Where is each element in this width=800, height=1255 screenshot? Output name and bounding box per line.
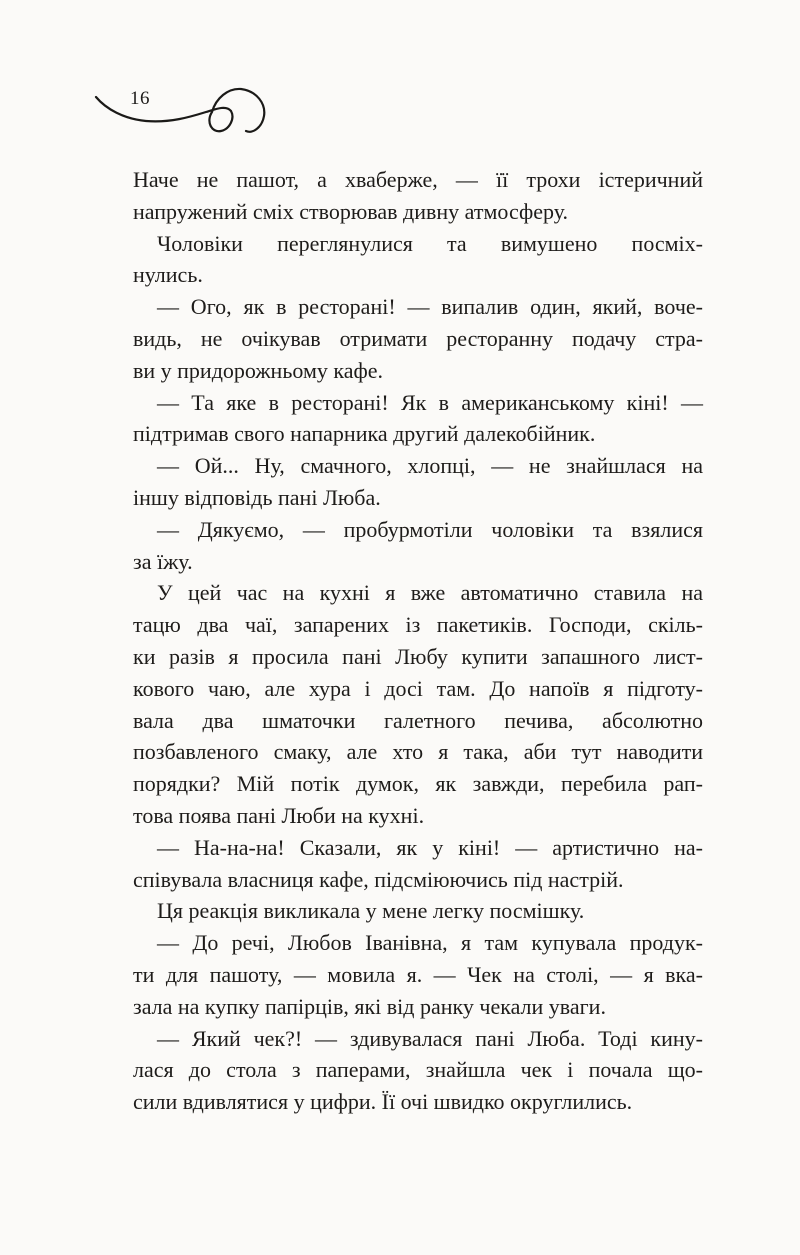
text-line: іншу відповідь пані Люба. [133, 484, 381, 510]
text-line: підтримав свого напарника другий далекобійник. [133, 421, 596, 447]
paragraph [133, 927, 703, 1022]
page-number: 16 [130, 88, 150, 109]
text-line: позбавленого смаку, але хто я така, аби тут наводити [133, 739, 703, 765]
body-text [133, 164, 703, 1118]
paragraph [133, 514, 703, 578]
text-line: видь, не очікував отримати ресторанну подачу стра- [133, 325, 703, 351]
text-line: Ця реакція викликала у мене легку посмішку. [157, 898, 585, 924]
text-line: тацю два чаї, запарених із пакетиків. Господи, скіль- [133, 612, 703, 638]
paragraph [133, 291, 703, 386]
page-header [0, 0, 800, 150]
text-line: зала на купку папірців, які від ранку чекали уваги. [133, 993, 606, 1019]
text-line: ви у придорожньому кафе. [133, 357, 384, 383]
text-line: това поява пані Люби на кухні. [133, 802, 425, 828]
paragraph [133, 387, 703, 451]
text-line: ти для пашоту, — мовила я. — Чек на столі, — я вка- [133, 961, 703, 987]
paragraph [133, 450, 703, 514]
text-line: — Який чек?! — здивувалася пані Люба. Тоді кину- [157, 1025, 703, 1051]
text-line: ки разів я просила пані Любу купити запашного лист- [133, 643, 703, 669]
paragraph [133, 164, 703, 228]
text-line: сили вдивлятися у цифри. Її очі швидко округлились. [133, 1089, 633, 1115]
text-line: Наче не пашот, а хваберже, — її трохи істеричний [133, 167, 703, 192]
text-line: — Ого, як в ресторані! — випалив один, який, воче- [157, 294, 703, 320]
paragraph [133, 228, 703, 292]
flourish-swirl-icon [88, 84, 278, 144]
text-line: — Та яке в ресторані! Як в американському кіні! — [157, 389, 703, 415]
text-line: лася до стола з паперами, знайшла чек і почала що- [133, 1057, 703, 1083]
text-line: напружений сміх створював дивну атмосферу. [133, 198, 569, 224]
text-line: — До речі, Любов Іванівна, я там купувала продук- [157, 930, 703, 956]
text-line: співувала власниця кафе, підсміюючись під настрій. [133, 866, 624, 892]
text-line: Чоловіки переглянулися та вимушено посміх- [157, 230, 703, 256]
text-line: за їжу. [133, 548, 193, 574]
paragraph [133, 577, 703, 831]
text-line: вала два шматочки галетного печива, абсолютно [133, 707, 703, 733]
text-line: — На-на-на! Сказали, як у кіні! — артистично на- [157, 834, 703, 860]
paragraph [133, 895, 703, 927]
text-line: нулись. [133, 262, 203, 288]
paragraph [133, 1023, 703, 1118]
text-line: кового чаю, але хура і досі там. До напоїв я підготу- [133, 675, 703, 701]
text-line: — Дякуємо, — пробурмотіли чоловіки та взялися [157, 516, 703, 542]
paragraph [133, 832, 703, 896]
text-line: У цей час на кухні я вже автоматично ставила на [157, 580, 703, 606]
text-line: — Ой... Ну, смачного, хлопці, — не знайшлася на [157, 453, 703, 479]
text-line: порядки? Мій потік думок, як завжди, перебила рап- [133, 771, 703, 797]
